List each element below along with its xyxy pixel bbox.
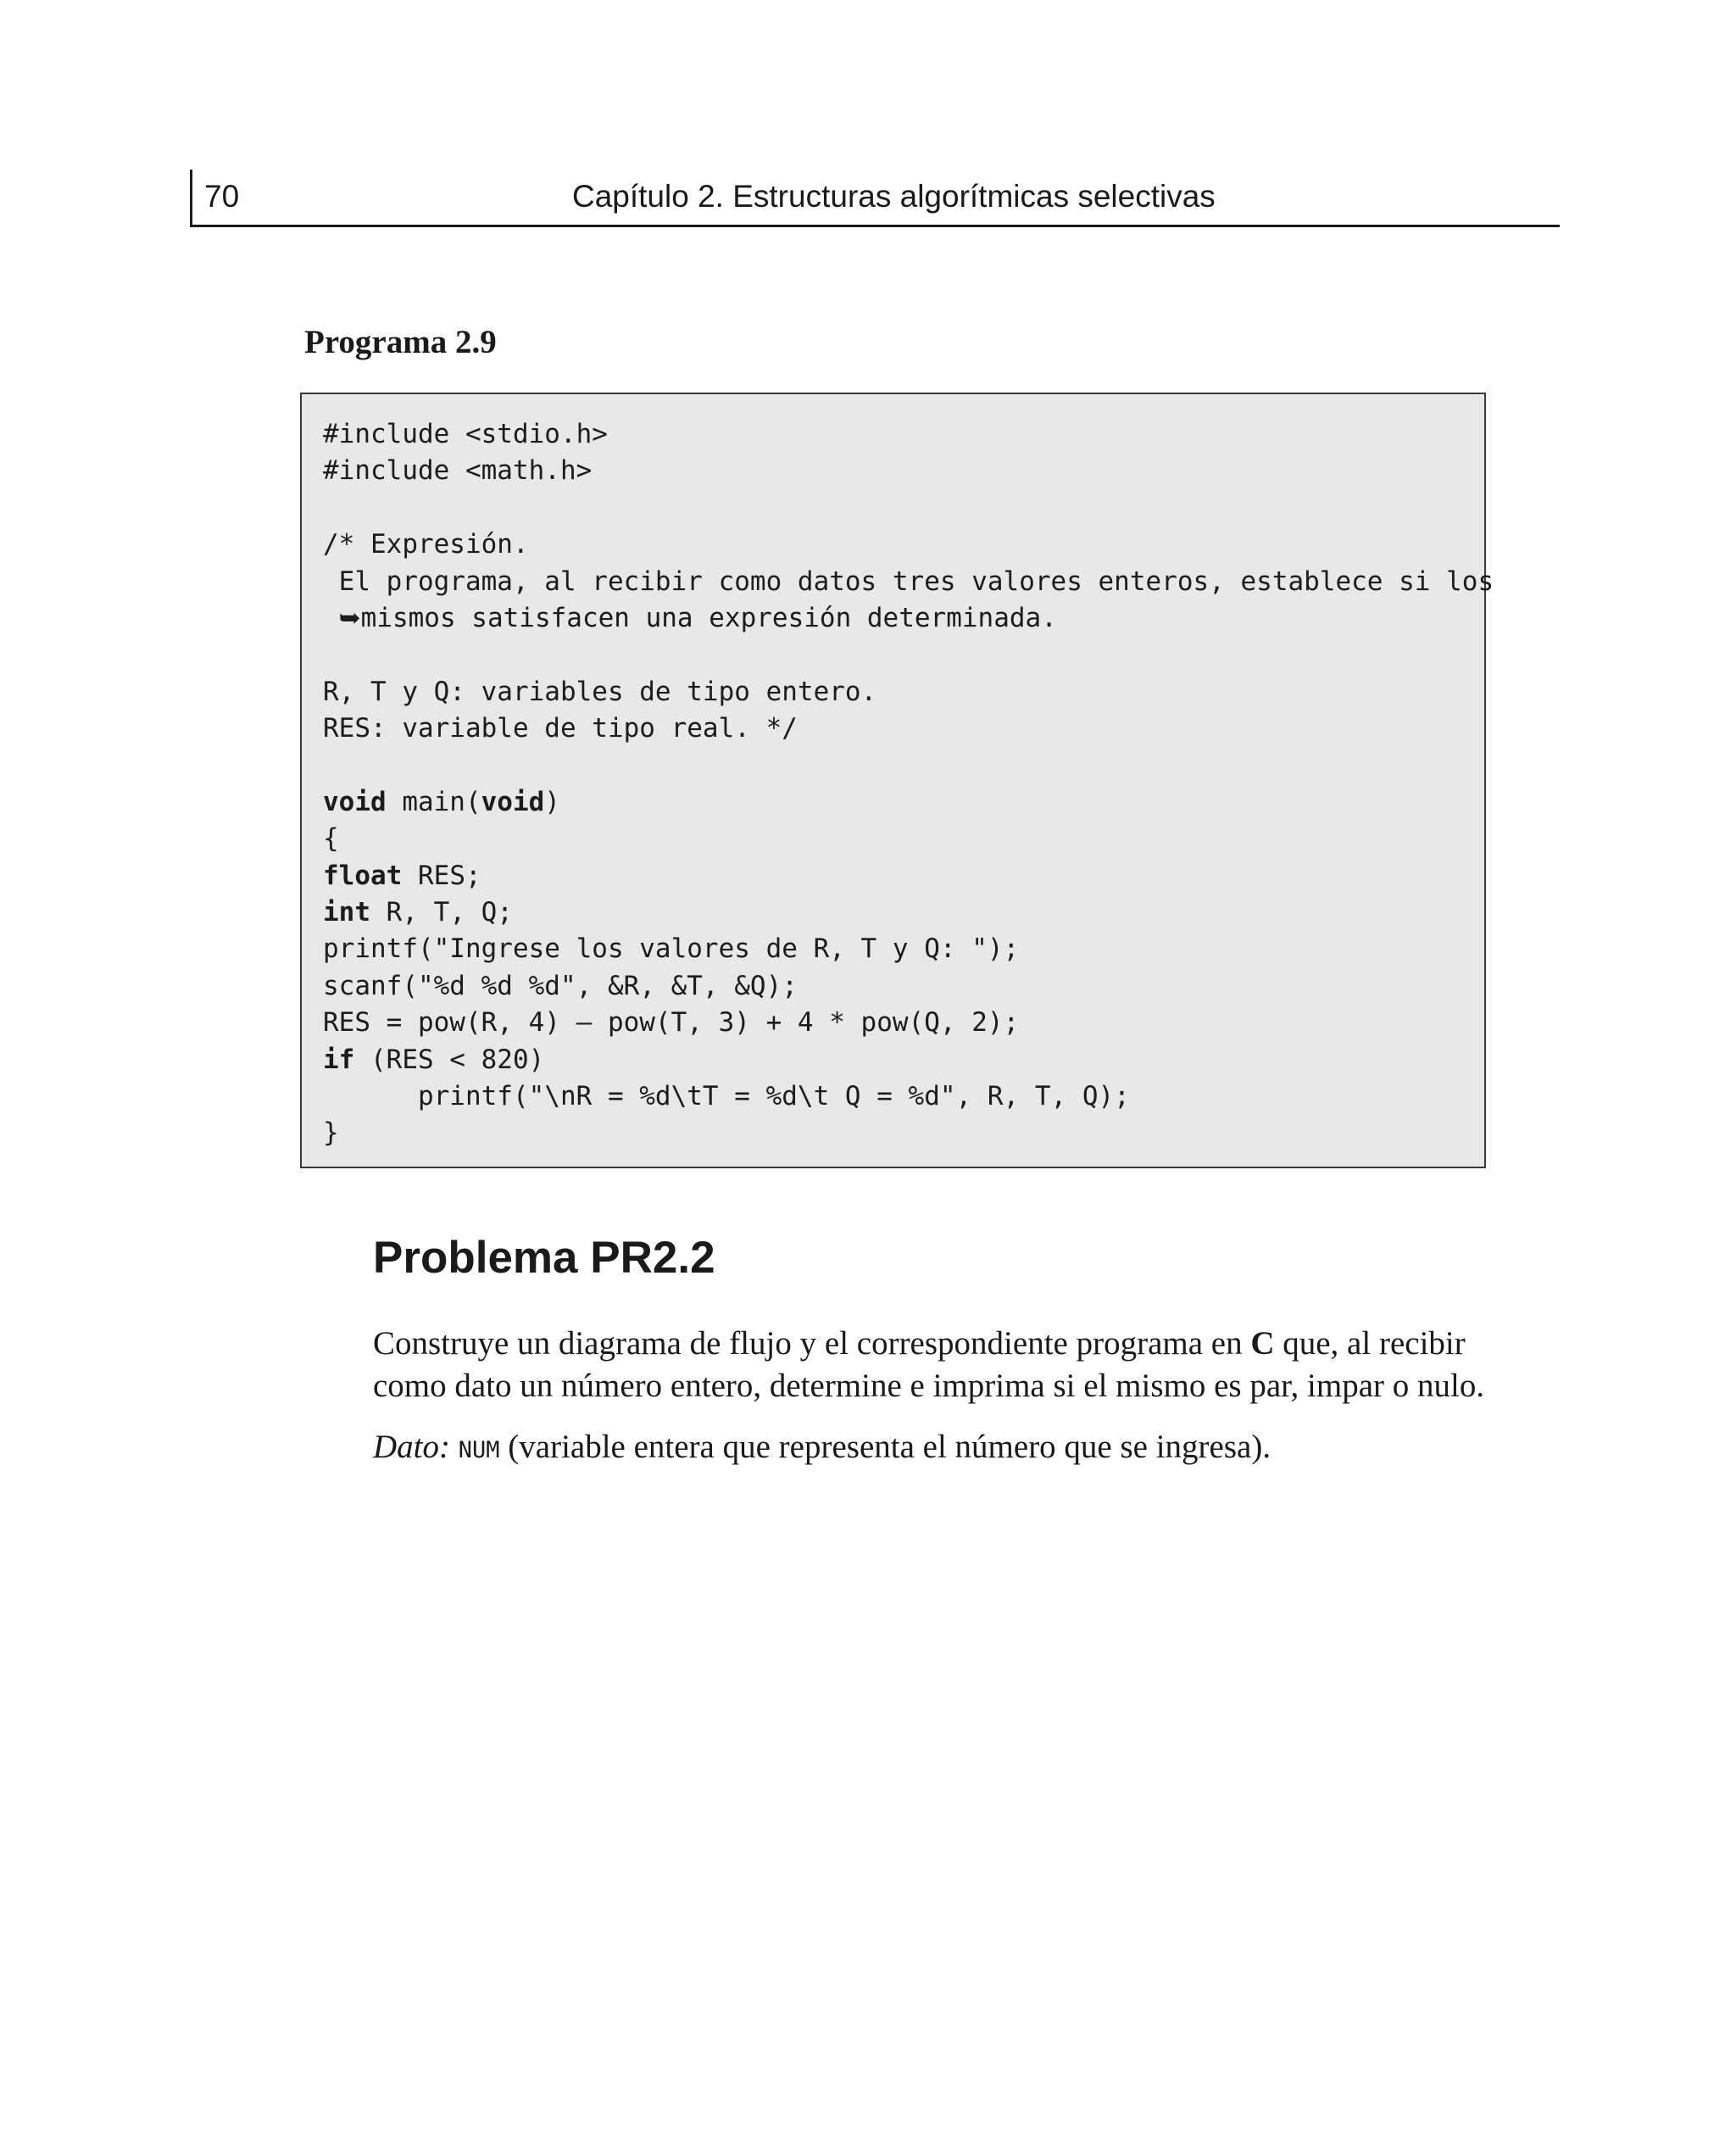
code-text: main( — [386, 786, 481, 817]
code-text: ) — [544, 786, 560, 817]
code-line — [323, 784, 1494, 821]
code-blank-line — [323, 637, 1494, 673]
code-line: El programa, al recibir como datos tres valores enteros, establece si los — [323, 565, 1494, 597]
code-block — [323, 416, 1494, 1152]
problem-statement — [373, 1323, 1492, 1407]
code-keyword: float — [323, 860, 403, 891]
problem-text-part: que, al recibir — [1274, 1325, 1466, 1362]
code-line: /* Expresión. — [323, 529, 529, 560]
problem-data — [373, 1426, 1271, 1472]
code-text: (RES < 820) — [354, 1044, 545, 1075]
code-line: RES: variable de tipo real. */ — [323, 713, 798, 744]
code-line: R, T y Q: variables de tipo entero. — [323, 676, 877, 707]
code-line: #include <math.h> — [323, 455, 593, 487]
code-line — [323, 894, 1494, 931]
continuation-arrow-icon: ➥ — [338, 602, 361, 633]
data-description: (variable entera que representa el número que se ingresa). — [499, 1429, 1271, 1465]
code-keyword: if — [323, 1044, 355, 1075]
code-text: mismos satisfacen una expresión determinada. — [360, 602, 1057, 633]
code-line: RES = pow(R, 4) – pow(T, 3) + 4 * pow(Q, 2); — [323, 1007, 1020, 1039]
code-blank-line — [323, 490, 1494, 526]
code-blank-line — [323, 748, 1494, 784]
problem-text-part: Construye un diagrama de flujo y el correspondiente programa en — [373, 1325, 1251, 1362]
chapter-title: Capítulo 2. Estructuras algorítmicas selectivas — [572, 179, 1216, 214]
problem-text-line: como dato un número entero, determine e imprima si el mismo es par, impar o nulo. — [373, 1368, 1485, 1404]
problem-text-line — [373, 1323, 1492, 1365]
language-name: C — [1250, 1325, 1275, 1362]
data-label: Dato: — [373, 1429, 450, 1465]
code-text: RES; — [402, 860, 481, 891]
problem-title: Problema PR2.2 — [373, 1233, 715, 1283]
program-label: Programa 2.9 — [304, 324, 497, 360]
data-variable: NUM — [458, 1437, 500, 1463]
code-line: printf("Ingrese los valores de R, T y Q: "); — [323, 933, 1020, 965]
code-line: { — [323, 823, 339, 855]
code-line: printf("\nR = %d\tT = %d\t Q = %d", R, T, Q); — [323, 1081, 1130, 1112]
code-keyword: int — [323, 897, 370, 928]
code-line: #include <stdio.h> — [323, 419, 608, 449]
page-number: 70 — [204, 179, 240, 214]
code-text: R, T, Q; — [370, 897, 513, 928]
code-listing — [300, 393, 1494, 1168]
code-line: scanf("%d %d %d", &R, &T, &Q); — [323, 970, 798, 1001]
code-keyword: void — [323, 786, 387, 817]
page-header — [190, 170, 1560, 227]
code-line: } — [323, 1117, 339, 1149]
code-line — [323, 1042, 1494, 1078]
code-line — [323, 600, 1494, 637]
code-keyword: void — [481, 786, 545, 817]
code-line — [323, 858, 1494, 894]
